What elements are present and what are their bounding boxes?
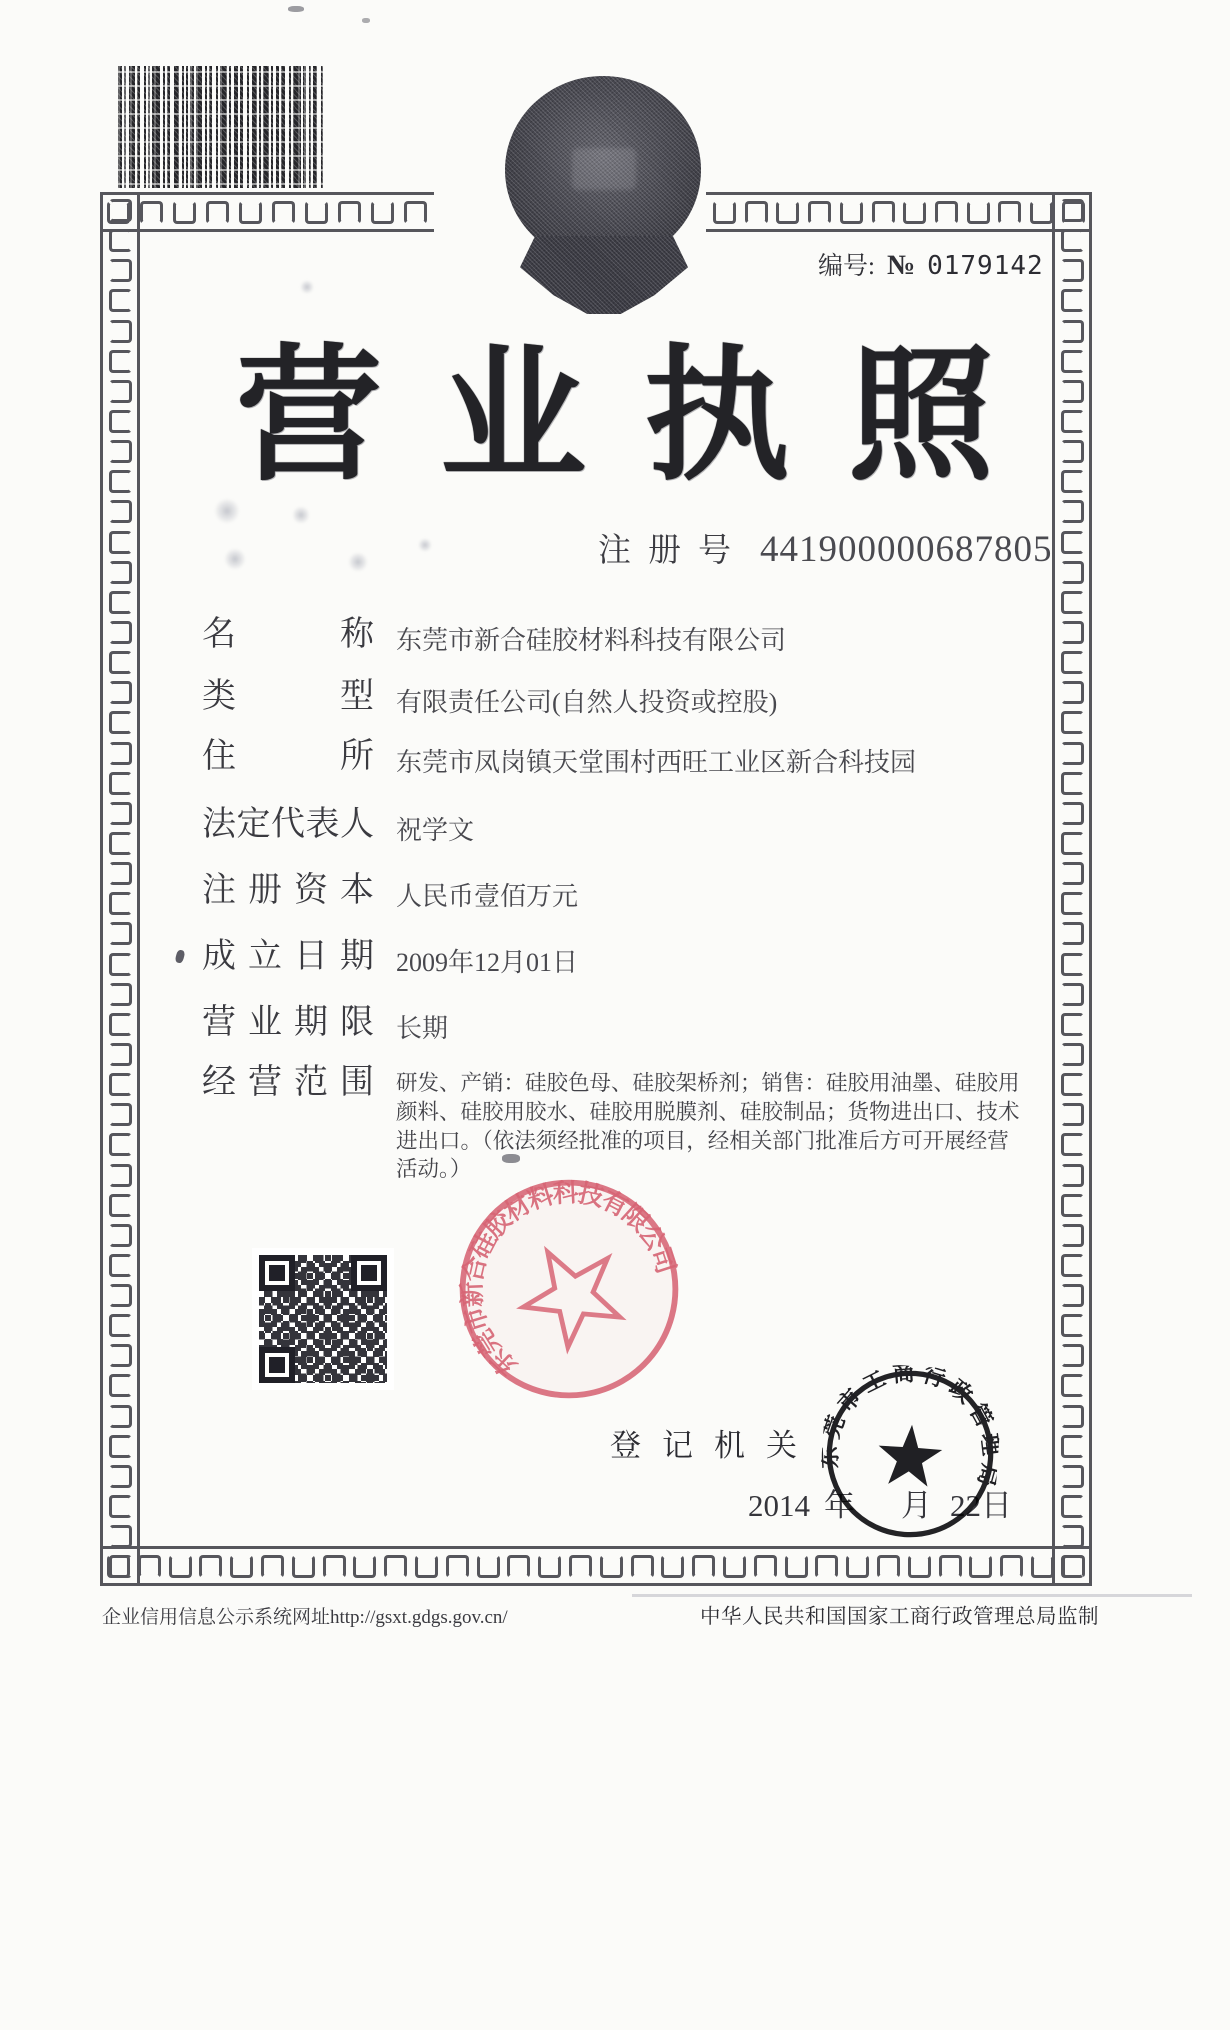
field-label: 法定代表人 — [202, 806, 374, 843]
serial-number-line — [818, 246, 1044, 282]
barcode-bar — [144, 66, 146, 188]
meander-unit — [292, 1555, 315, 1578]
meander-unit — [1061, 1013, 1084, 1036]
barcode-bar — [167, 66, 170, 188]
meander-unit — [109, 259, 132, 282]
meander-unit — [199, 1555, 222, 1578]
meander-unit — [109, 621, 132, 644]
field-value: 2009年12月01日 — [396, 948, 579, 977]
meander-unit — [785, 1555, 808, 1578]
meander-unit — [1061, 983, 1084, 1006]
barcode-bar — [118, 66, 122, 188]
barcode-bar — [303, 66, 306, 188]
meander-unit — [939, 1555, 962, 1578]
scan-speck — [502, 1154, 520, 1163]
barcode-bar — [321, 66, 323, 188]
barcode-bar — [190, 66, 194, 188]
field-value: 有限责任公司(自然人投资或控股) — [396, 688, 778, 717]
meander-unit — [338, 201, 361, 224]
meander-unit — [109, 561, 132, 584]
field-value: 人民币壹佰万元 — [396, 882, 579, 911]
meander-unit — [109, 681, 132, 704]
meander-unit — [109, 380, 132, 403]
qr-code-icon — [252, 1248, 394, 1390]
meander-unit — [1061, 1405, 1084, 1428]
meander-unit — [109, 199, 132, 222]
barcode-bar — [163, 66, 165, 188]
frame-border-left — [100, 192, 140, 1586]
barcode-bar — [148, 66, 150, 188]
registration-label: 注册号 — [598, 533, 748, 569]
meander-unit — [109, 1344, 132, 1367]
scan-smudge — [224, 548, 246, 570]
meander-unit — [404, 201, 427, 224]
meander-unit — [1061, 1073, 1084, 1096]
black-seal-text: 东莞市工商行政管理局 — [816, 1360, 1004, 1490]
barcode-bar — [152, 66, 160, 188]
meander-unit — [109, 1374, 132, 1397]
barcode-bar — [281, 66, 285, 188]
meander-unit — [908, 1555, 931, 1578]
meander-unit — [776, 201, 799, 224]
barcode-bar — [309, 66, 311, 188]
meander-unit — [903, 201, 926, 224]
meander-unit — [1061, 1495, 1084, 1518]
meander-unit — [969, 1555, 992, 1578]
qr-finder-bottom-left — [259, 1347, 295, 1383]
meander-unit — [239, 201, 262, 224]
meander-unit — [169, 1555, 192, 1578]
meander-unit — [631, 1555, 654, 1578]
meander-unit — [109, 1224, 132, 1247]
scan-smudge — [418, 538, 432, 552]
registry-authority-label: 登记机关 — [610, 1428, 818, 1463]
meander-unit — [109, 1164, 132, 1187]
meander-unit — [230, 1555, 253, 1578]
meander-unit — [1061, 711, 1084, 734]
meander-unit — [109, 1103, 132, 1126]
meander-unit — [1061, 681, 1084, 704]
meander-unit — [1061, 742, 1084, 765]
meander-unit — [109, 1013, 132, 1036]
field-label: 经营范围 — [202, 1064, 374, 1101]
registration-number-line — [598, 524, 1053, 571]
meander-unit — [109, 350, 132, 373]
barcode-bar — [240, 66, 243, 188]
barcode-bar — [276, 66, 279, 188]
meander-unit — [1061, 591, 1084, 614]
meander-unit — [109, 1555, 132, 1578]
meander-unit — [109, 229, 132, 252]
meander-unit — [1061, 862, 1084, 885]
meander-unit — [1061, 892, 1084, 915]
meander-unit — [569, 1555, 592, 1578]
meander-unit — [109, 1465, 132, 1488]
meander-unit — [1061, 1284, 1084, 1307]
meander-unit — [1061, 1525, 1084, 1548]
meander-unit — [477, 1555, 500, 1578]
meander-unit — [261, 1555, 284, 1578]
meander-unit — [109, 772, 132, 795]
footer-public-system-url: 企业信用信息公示系统网址http://gsxt.gdgs.gov.cn/ — [102, 1607, 508, 1628]
field-address — [202, 738, 916, 780]
issue-month-unit: 月 — [901, 1488, 932, 1523]
meander-unit — [109, 1495, 132, 1518]
barcode-bar — [186, 66, 188, 188]
meander-unit — [723, 1555, 746, 1578]
meander-unit — [872, 201, 895, 224]
meander-unit — [109, 1073, 132, 1096]
field-label: 注册资本 — [202, 872, 374, 909]
issue-year-unit: 年 — [824, 1488, 855, 1523]
meander-unit — [713, 201, 736, 224]
field-business-term — [202, 1004, 448, 1046]
scan-speck — [174, 949, 185, 964]
meander-unit — [138, 1555, 161, 1578]
field-establish-date — [202, 938, 578, 980]
meander-unit — [109, 591, 132, 614]
barcode-bar — [229, 66, 231, 188]
qr-finder-top-left — [259, 1255, 295, 1291]
meander-unit — [109, 1284, 132, 1307]
meander-unit — [206, 201, 229, 224]
meander-unit — [109, 892, 132, 915]
meander-unit — [415, 1555, 438, 1578]
meander-unit — [384, 1555, 407, 1578]
barcode-bar — [293, 66, 301, 188]
meander-unit — [1061, 1133, 1084, 1156]
field-label: 营业期限 — [202, 1004, 374, 1041]
meander-unit — [109, 320, 132, 343]
meander-unit — [109, 711, 132, 734]
meander-unit — [109, 742, 132, 765]
field-registered-capital — [202, 872, 578, 914]
meander-unit — [109, 531, 132, 554]
meander-unit — [935, 201, 958, 224]
meander-unit — [1061, 651, 1084, 674]
meander-unit — [109, 1043, 132, 1066]
frame-border-bottom — [100, 1546, 1092, 1586]
field-value: 东莞市新合硅胶材料科技有限公司 — [396, 626, 787, 655]
meander-unit — [815, 1555, 838, 1578]
numero-sign: № — [886, 250, 916, 281]
meander-unit — [109, 1194, 132, 1217]
meander-unit — [353, 1555, 376, 1578]
barcode-bar — [205, 66, 207, 188]
meander-unit — [507, 1555, 530, 1578]
meander-unit — [1061, 772, 1084, 795]
red-seal-text: 东莞市新合硅胶材料科技有限公司 — [457, 1177, 681, 1382]
license-title: 营业执照 — [236, 336, 1052, 498]
meander-unit — [109, 651, 132, 674]
meander-unit — [173, 201, 196, 224]
meander-unit — [109, 1435, 132, 1458]
barcode-bar — [313, 66, 317, 188]
meander-unit — [967, 201, 990, 224]
meander-unit — [1061, 802, 1084, 825]
field-company-name — [202, 616, 786, 658]
meander-unit — [1061, 1103, 1084, 1126]
barcode-bar — [247, 66, 249, 188]
meander-unit — [1061, 1465, 1084, 1488]
meander-unit — [846, 1555, 869, 1578]
scan-speck — [362, 18, 370, 23]
barcode-bar — [216, 66, 218, 188]
field-label: 成立日期 — [202, 938, 374, 975]
meander-unit — [371, 201, 394, 224]
meander-unit — [109, 862, 132, 885]
meander-unit — [1061, 1164, 1084, 1187]
emblem-highlight — [572, 148, 636, 190]
meander-unit — [998, 201, 1021, 224]
field-value: 东莞市凤岗镇天堂围村西旺工业区新合科技园 — [396, 748, 917, 777]
field-label: 名称 — [202, 616, 374, 653]
meander-unit — [600, 1555, 623, 1578]
meander-unit — [1061, 561, 1084, 584]
field-value: 研发、产销：硅胶色母、硅胶架桥剂；销售：硅胶用油墨、硅胶用颜料、硅胶用胶水、硅胶用脱膜剂、硅胶制品；货物进出口、技术进出口。（依法须经批准的项目，经相关部门批准后方可开展经营活动。） — [396, 1071, 1020, 1182]
barcode-bar — [220, 66, 227, 188]
meander-unit — [1061, 1555, 1084, 1578]
meander-unit — [109, 470, 132, 493]
meander-unit — [109, 500, 132, 523]
meander-unit — [1030, 201, 1053, 224]
field-value: 长期 — [396, 1014, 449, 1043]
issue-day: 22 — [950, 1488, 981, 1523]
meander-unit — [109, 289, 132, 312]
frame-border-top-right — [706, 192, 1092, 232]
field-label: 住所 — [202, 738, 374, 775]
scan-streak — [632, 1594, 1192, 1597]
barcode-bar — [271, 66, 273, 188]
field-company-type — [202, 678, 777, 720]
scan-smudge — [214, 498, 240, 524]
meander-unit — [538, 1555, 561, 1578]
meander-unit — [1061, 1314, 1084, 1337]
meander-unit — [1061, 1194, 1084, 1217]
meander-unit — [1061, 229, 1084, 252]
meander-unit — [109, 1314, 132, 1337]
issue-year: 2014 — [748, 1488, 810, 1523]
meander-unit — [109, 410, 132, 433]
meander-unit — [109, 953, 132, 976]
scan-smudge — [292, 506, 310, 524]
barcode-bar — [129, 66, 135, 188]
meander-unit — [1061, 199, 1084, 222]
meander-unit — [109, 983, 132, 1006]
meander-unit — [140, 201, 163, 224]
scan-speck — [288, 6, 304, 12]
meander-unit — [1061, 922, 1084, 945]
barcode-bar — [263, 66, 269, 188]
barcode-bar — [174, 66, 179, 188]
barcode-bar — [289, 66, 291, 188]
scan-smudge — [300, 280, 314, 294]
meander-unit — [109, 1525, 132, 1548]
barcode-bar — [137, 66, 140, 188]
meander-unit — [323, 1555, 346, 1578]
registration-number: 441900000687805 — [760, 529, 1053, 570]
meander-unit — [446, 1555, 469, 1578]
serial-label: 编号: — [818, 253, 875, 280]
field-value: 祝学文 — [396, 816, 475, 845]
meander-unit — [745, 201, 768, 224]
meander-unit — [305, 201, 328, 224]
meander-unit — [1061, 1374, 1084, 1397]
barcode-bar — [209, 66, 212, 188]
meander-unit — [840, 201, 863, 224]
meander-unit — [109, 802, 132, 825]
meander-unit — [1061, 1254, 1084, 1277]
qr-finder-top-right — [351, 1255, 387, 1291]
meander-unit — [109, 1405, 132, 1428]
meander-unit — [109, 1254, 132, 1277]
field-legal-representative — [202, 806, 474, 848]
meander-unit — [109, 440, 132, 463]
meander-unit — [1061, 1435, 1084, 1458]
meander-unit — [109, 832, 132, 855]
meander-unit — [877, 1555, 900, 1578]
barcode-bar — [124, 66, 126, 188]
registry-black-seal-icon — [816, 1360, 1004, 1548]
barcode-bar — [182, 66, 184, 188]
footer-issuer: 中华人民共和国国家工商行政管理总局监制 — [700, 1606, 1099, 1628]
meander-unit — [109, 922, 132, 945]
field-label: 类型 — [202, 678, 374, 715]
meander-unit — [1061, 259, 1084, 282]
meander-unit — [1061, 832, 1084, 855]
meander-unit — [661, 1555, 684, 1578]
meander-unit — [692, 1555, 715, 1578]
meander-unit — [1061, 1043, 1084, 1066]
barcode-icon — [118, 66, 330, 188]
barcode-bar — [234, 66, 238, 188]
meander-unit — [1000, 1555, 1023, 1578]
issue-day-unit: 日 — [981, 1488, 1012, 1523]
meander-unit — [808, 201, 831, 224]
meander-unit — [1061, 531, 1084, 554]
china-national-emblem-icon — [500, 76, 706, 306]
meander-unit — [1061, 1224, 1084, 1247]
meander-unit — [754, 1555, 777, 1578]
meander-unit — [1031, 1555, 1054, 1578]
meander-unit — [1061, 1344, 1084, 1367]
barcode-bar — [196, 66, 202, 188]
barcode-bar — [252, 66, 257, 188]
serial-number: 0179142 — [927, 251, 1044, 281]
meander-unit — [109, 1133, 132, 1156]
meander-unit — [272, 201, 295, 224]
frame-border-top-left — [100, 192, 434, 232]
scan-smudge — [348, 552, 368, 572]
meander-unit — [1061, 953, 1084, 976]
barcode-bar — [259, 66, 261, 188]
meander-unit — [1061, 621, 1084, 644]
